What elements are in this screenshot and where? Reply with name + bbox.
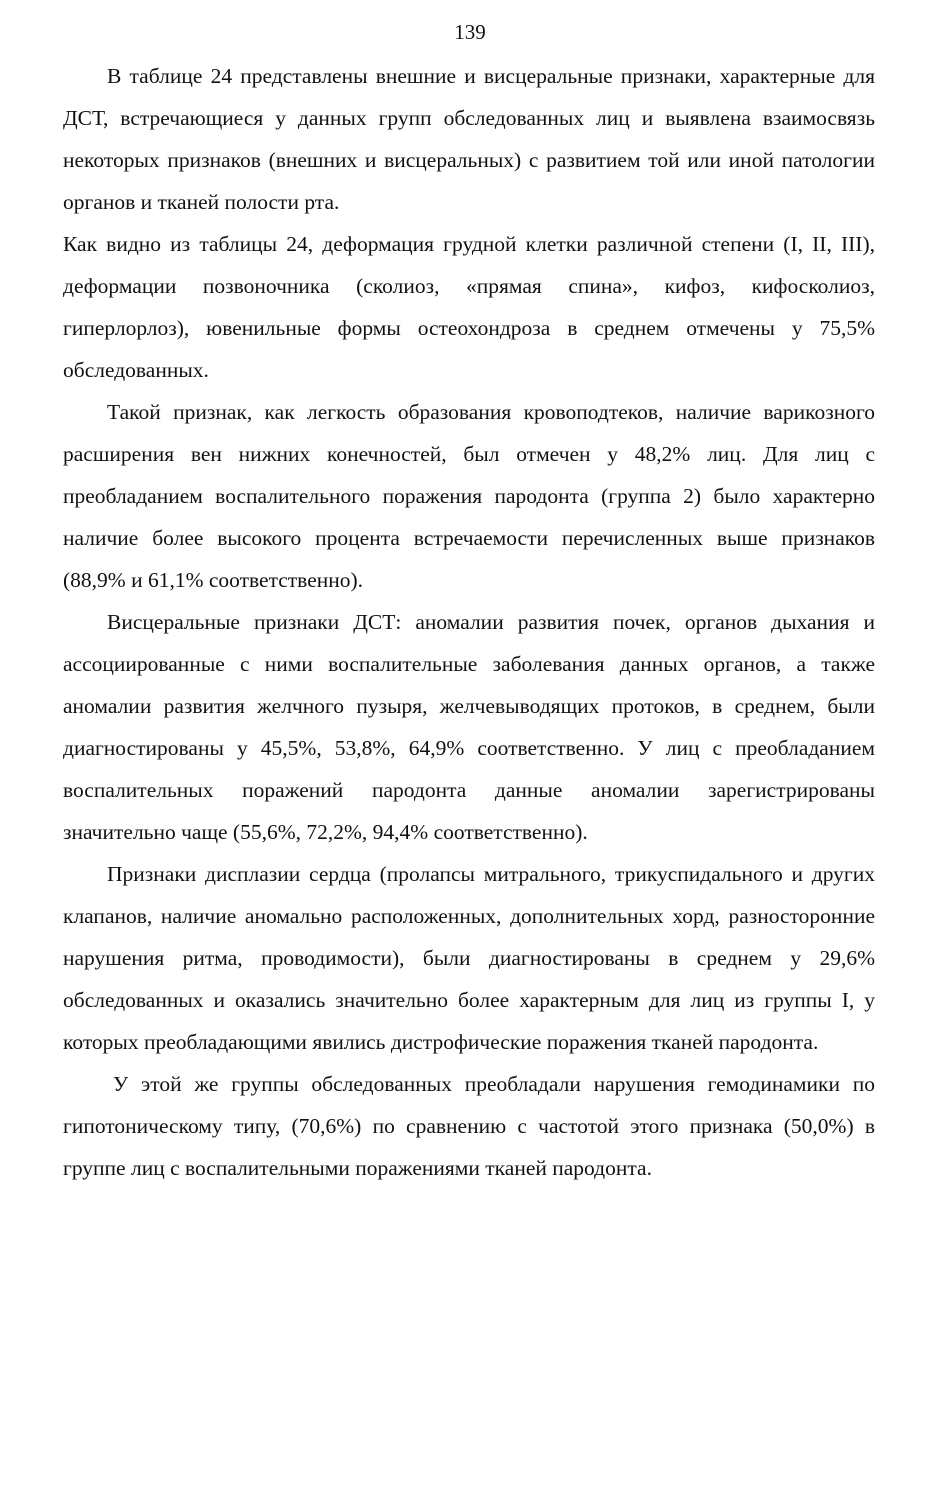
paragraph-4: Висцеральные признаки ДСТ: аномалии развития почек, органов дыхания и ассоциированные с ними воспалительные заболевания данных органов, а также аномалии развития желчного пузыря, желчевыводящих протоков, в среднем, были диагностированы у 45,5%, 53,8%, 64,9% соответственно. У лиц с преобладанием воспалительных поражений пародонта данные аномалии зарегистрированы значительно чаще (55,6%, 72,2%, 94,4% соответственно). [63,610,875,844]
paragraph-3: Такой признак, как легкость образования кровоподтеков, наличие варикозного расширения вен нижних конечностей, был отмечен у 48,2% лиц. Для лиц с преобладанием воспалительного поражения пародонта (группа 2) было характерно наличие более высокого процента встречаемости перечисленных выше признаков (88,9% и 61,1% соответственно). [63,400,875,592]
paragraph-5: Признаки дисплазии сердца (пролапсы митрального, трикуспидального и других клапанов, наличие аномально расположенных, дополнительных хорд, разносторонние нарушения ритма, проводимости), были диагностированы в среднем у 29,6% обследованных и оказались значительно более характерным для лиц из группы I, у которых преобладающими явились дистрофические поражения тканей пародонта. [63,862,875,1054]
page-number: 139 [454,20,486,44]
paragraph-1: В таблице 24 представлены внешние и висцеральные признаки, характерные для ДСТ, встречающиеся у данных групп обследованных лиц и выявлена взаимосвязь некоторых признаков (внешних и висцеральных) с развитием той или иной патологии органов и тканей полости рта. [63,64,875,214]
paragraph-2: Как видно из таблицы 24, деформация грудной клетки различной степени (I, II, III), деформации позвоночника (сколиоз, «прямая спина», кифоз, кифосколиоз, гиперлорлоз), ювенильные формы остеохондроза в среднем отмечены у 75,5% обследованных. [63,232,875,382]
paragraph-6: У этой же группы обследованных преобладали нарушения гемодинамики по гипотоническому типу, (70,6%) по сравнению с частотой этого признака (50,0%) в группе лиц с воспалительными поражениями тканей пародонта. [63,1072,875,1180]
body-text [63,55,875,1189]
